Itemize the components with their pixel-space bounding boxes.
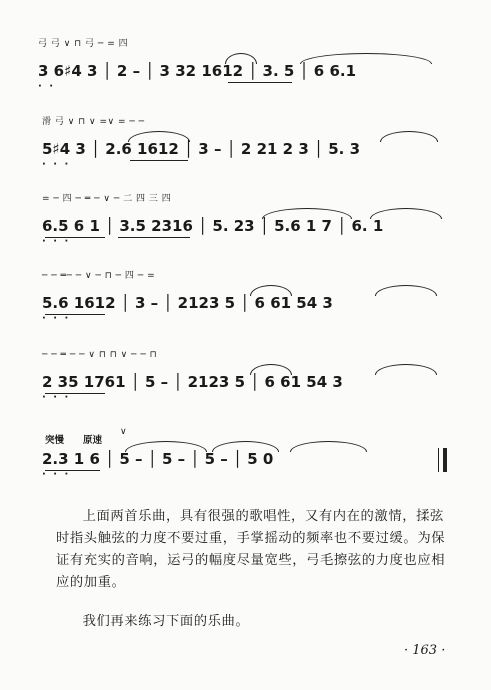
- score-row-6: [0, 422, 491, 492]
- jianpu-notes: 2.3 1 6 │ 5 – │ 5 – │ 5 – │ 5 0: [42, 450, 274, 468]
- body-paragraph: 上面两首乐曲，具有很强的歌唱性，又有内在的激情，揉弦时指头触弦的力度不要过重，手掌摇动的频率也不要过缓。为保证有充实的音响，运弓的幅度尽量宽些，弓毛擦弦的力度也应相应的加重。: [56, 509, 446, 590]
- score-row-3: [0, 189, 491, 259]
- bowing-marks: = ─ 四 ─ ═ ─ ∨ ─ 二 四 三 四: [42, 194, 172, 204]
- score-row-1: [0, 34, 491, 104]
- bowing-marks: 弓 弓 ∨ ⊓ 弓 ─ = 四: [38, 39, 129, 49]
- tempo-marking-slower: 突慢: [45, 435, 65, 446]
- bowing-marks: ─ ─ ═─ ─ ∨ ─ ⊓ ─ 四 ─ =: [42, 271, 156, 281]
- jianpu-notes: 6.5 6 1 │ 3.5 2316 │ 5. 23 │ 5.6 1 7 │ 6. 1: [42, 217, 384, 235]
- tempo-marking-original: 原速: [83, 435, 103, 446]
- octave-dots: · · ·: [42, 313, 71, 324]
- bowing-marks: 滑 弓 ∨ ⊓ ∨ =∨ = ─ ─: [42, 117, 145, 127]
- jianpu-notes: 5♯4 3 │ 2.6 1612 │ 3 – │ 2 21 2 3 │ 5. 3: [42, 140, 361, 158]
- beam-mark: [130, 160, 188, 161]
- final-barline: [438, 448, 439, 472]
- page-number: · 163 ·: [404, 643, 446, 658]
- beam-mark: [118, 237, 190, 238]
- jianpu-notes: 3 6♯4 3 │ 2 – │ 3 32 1612 │ 3. 5 │ 6 6.1: [38, 62, 357, 80]
- octave-dots: · · ·: [42, 236, 71, 247]
- score-row-4: [0, 266, 491, 336]
- jianpu-notes: 5.6 1612 │ 3 – │ 2123 5 │ 6 61 54 3: [42, 294, 333, 312]
- score-row-5: [0, 345, 491, 415]
- octave-dots: · · ·: [42, 159, 71, 170]
- octave-dots: · · ·: [42, 392, 71, 403]
- jianpu-notes: 2 35 1761 │ 5 – │ 2123 5 │ 6 61 54 3: [42, 373, 343, 391]
- score-row-2: [0, 112, 491, 182]
- body-paragraph-intro: 我们再来练习下面的乐曲。: [82, 614, 250, 629]
- slur-mark: [380, 131, 438, 142]
- slur-mark: [290, 441, 367, 452]
- slur-mark: [375, 285, 437, 296]
- final-barline-thick: [443, 448, 447, 472]
- octave-dots: · · ·: [42, 469, 71, 480]
- bowing-marks: ─ ─ ═ ─ ─ ∨ ⊓ ⊓ ∨ ─ ─ ⊓: [42, 350, 158, 360]
- bowing-marks: ∨: [120, 427, 128, 437]
- slur-mark: [375, 364, 437, 375]
- octave-dots: · ·: [38, 81, 56, 92]
- beam-mark: [228, 82, 292, 83]
